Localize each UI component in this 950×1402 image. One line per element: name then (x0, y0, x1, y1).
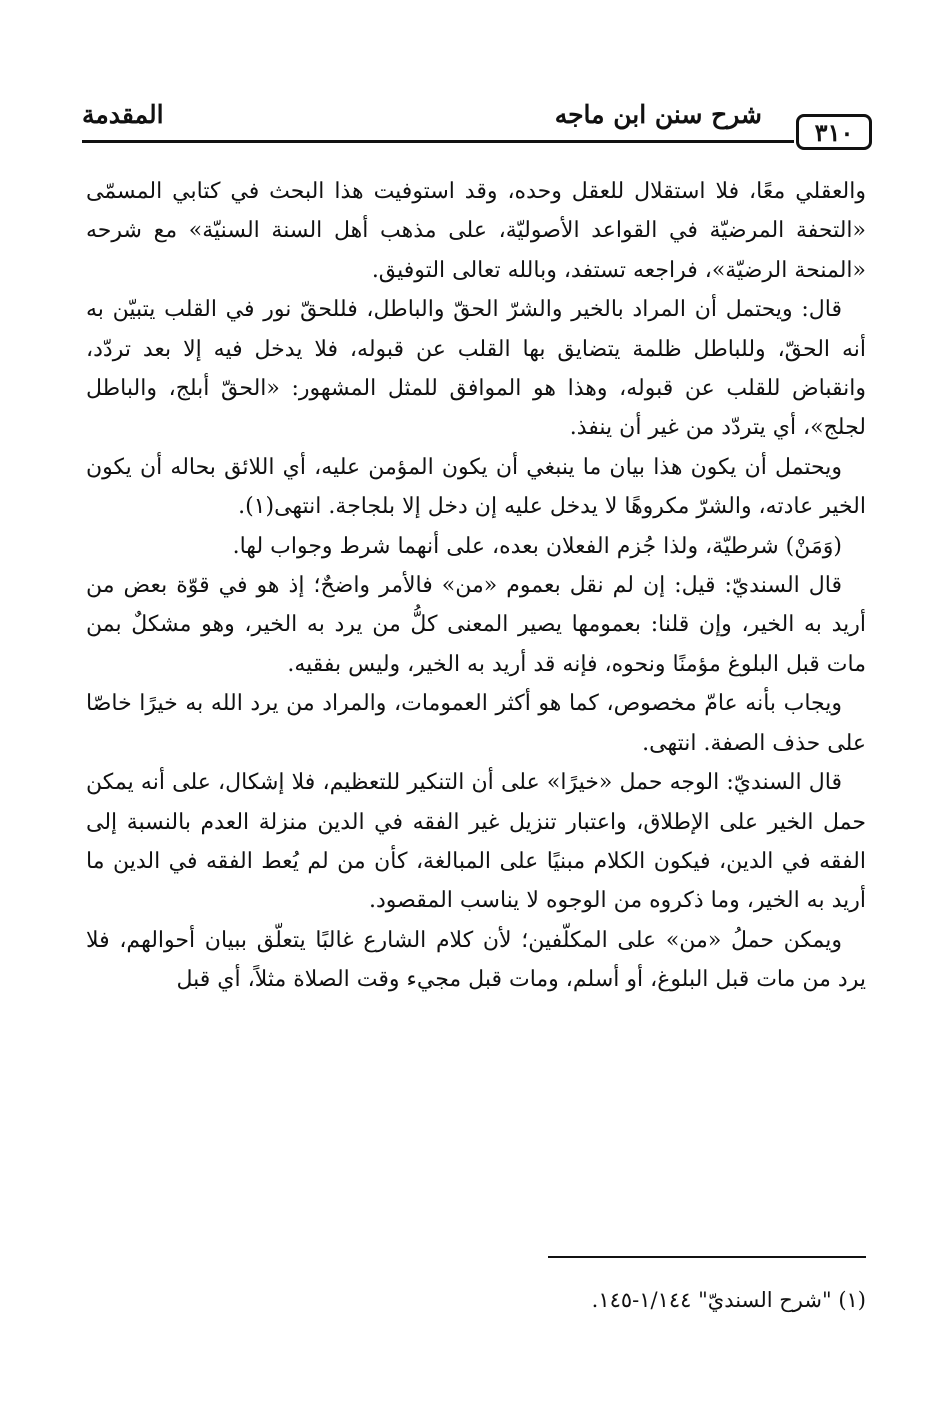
paragraph: قال: ويحتمل أن المراد بالخير والشرّ الحقّ والباطل، فللحقّ نور في القلب يتبيّن به أنه الحقّ، وللباطل ظلمة يتضايق بها القلب عن قبوله، فلا يدخل فيه إلا بعد تردّد، وانقباض للقلب عن قبوله، وهذا هو الموافق للمثل المشهور: «الحقّ أبلج، والباطل لجلج»، أي يتردّد من غير أن ينفذ. (86, 297, 866, 441)
page-number: ٣١٠ (796, 114, 872, 150)
main-text (86, 172, 866, 1000)
footnote-separator (548, 1256, 866, 1258)
book-title: شرح سنن ابن ماجه (554, 100, 762, 129)
paragraph: (وَمَنْ) شرطيّة، ولذا جُزم الفعلان بعده، على أنهما شرط وجواب لها. (232, 533, 842, 559)
paragraph: قال السنديّ: الوجه حمل «خيرًا» على أن التنكير للتعظيم، فلا إشكال، على أنه يمكن حمل الخير على الإطلاق، واعتبار تنزيل غير الفقه في الدين منزلة العدم بالنسبة إلى الفقه في الدين، فيكون الكلام مبنيًا على المبالغة، كأن من لم يُعط الفقه في الدين ما أريد به الخير، وما ذكروه من الوجوه لا يناسب المقصود. (86, 770, 866, 914)
paragraph: ويمكن حملُ «من» على المكلّفين؛ لأن كلام الشارع غالبًا يتعلّق ببيان أحوالهم، فلا يرد من مات قبل البلوغ، أو أسلم، ومات قبل مجيء وقت الصلاة مثلاً، أي قبل (86, 927, 866, 993)
header-rule (82, 140, 794, 143)
paragraph: قال السنديّ: قيل: إن لم نقل بعموم «من» فالأمر واضحٌ؛ إذ هو في قوّة بعض من أريد به الخير، وإن قلنا: بعمومها يصير المعنى كلُّ من يرد به الخير، وهو مشكلٌ بمن مات قبل البلوغ مؤمنًا ونحوه، فإنه قد أريد به الخير، وليس بفقيه. (86, 573, 866, 677)
section-title: المقدمة (82, 100, 164, 129)
paragraph: ويجاب بأنه عامّ مخصوص، كما هو أكثر العمومات، والمراد من يرد الله به خيرًا خاصّا على حذف الصفة. انتهى. (86, 691, 866, 756)
paragraph: ويحتمل أن يكون هذا بيان ما ينبغي أن يكون المؤمن عليه، أي اللائق بحاله أن يكون الخير عادته، والشرّ مكروهًا لا يدخل عليه إن دخل إلا بلجاجة. انتهى(١). (86, 454, 866, 520)
paragraph: والعقلي معًا، فلا استقلال للعقل وحده، وقد استوفيت هذا البحث في كتابي المسمّى «التحفة المرضيّة في القواعد الأصوليّة، على مذهب أهل السنة السنيّة» مع شرحه «المنحة الرضيّة»، فراجعه تستفد، وبالله تعالى التوفيق. (86, 179, 866, 283)
page-header (82, 96, 872, 156)
footnote: (١) "شرح السنديّ" ١/١٤٤-١٤٥. (591, 1288, 866, 1312)
